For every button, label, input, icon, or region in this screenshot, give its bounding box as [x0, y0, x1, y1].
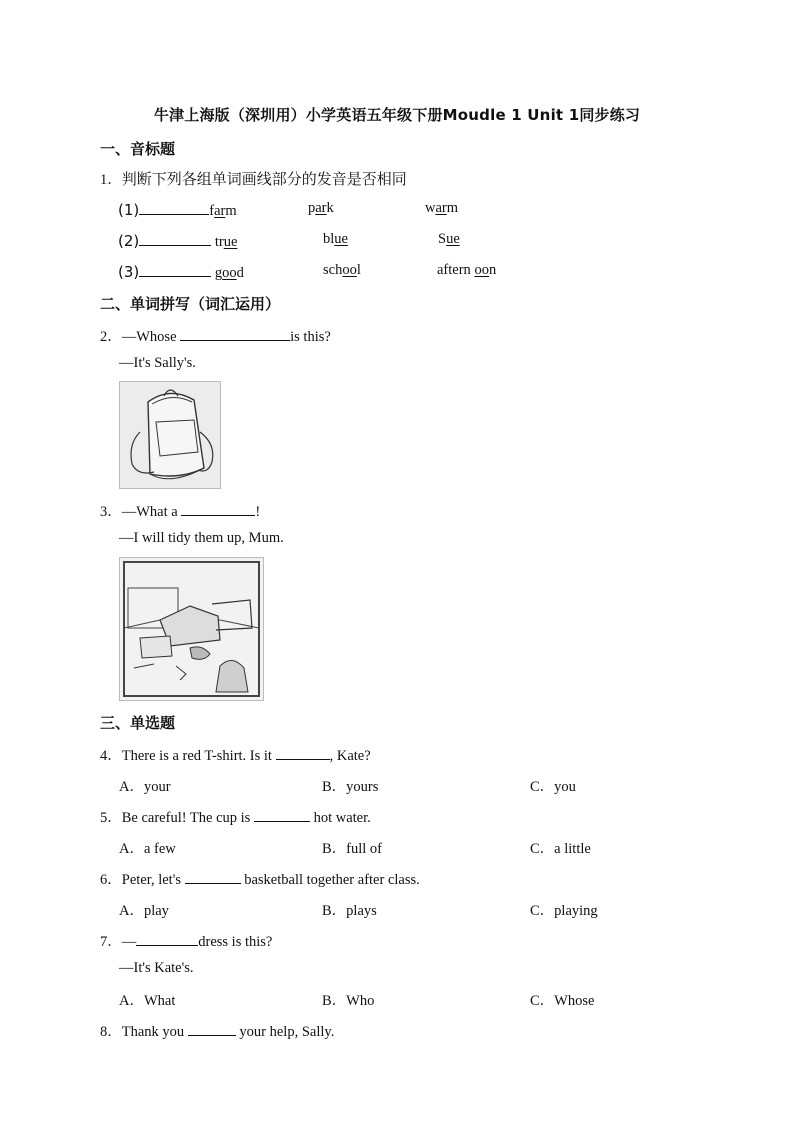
q7-option-c[interactable]: C．Whose: [530, 993, 595, 1009]
q4-option-b[interactable]: B．yours: [322, 779, 379, 795]
q7-answer-line: —It's Kate's.: [119, 960, 194, 976]
q6-option-c[interactable]: C．playing: [530, 903, 598, 919]
question-number: 3．: [100, 504, 122, 520]
question-2: 2．—Whose is this?: [100, 325, 331, 346]
backpack-image: [119, 381, 221, 489]
answer-blank[interactable]: [185, 869, 241, 884]
page-title: 牛津上海版（深圳用）小学英语五年级下册Moudle 1 Unit 1同步练习: [153, 106, 641, 124]
q1-row-2: [118, 231, 237, 251]
question-number: 2．: [100, 329, 122, 345]
question-3: 3．—What a !: [100, 500, 260, 521]
answer-blank[interactable]: [254, 807, 310, 822]
answer-blank[interactable]: [276, 745, 330, 760]
answer-blank[interactable]: [139, 262, 211, 277]
row-label: (2): [118, 232, 140, 250]
q1-row-3-word-3: aftern oon: [437, 262, 497, 278]
q1-row-1-word-3: warm: [425, 200, 459, 216]
q4-option-a[interactable]: A．your: [119, 779, 171, 795]
q1-row-2-word-3: Sue: [438, 231, 460, 247]
q1-row-3: [118, 262, 244, 282]
question-number: 1．: [100, 172, 122, 188]
word-1: farm: [209, 203, 237, 219]
section-heading-multiple-choice: 三、单选题: [100, 714, 176, 732]
section-heading-spelling: 二、单词拼写（词汇运用）: [100, 295, 281, 313]
question-8: 8．Thank you your help, Sally.: [100, 1020, 334, 1041]
question-1: [100, 168, 407, 189]
word-1: good: [214, 265, 244, 281]
word-1: true: [214, 234, 238, 250]
q3-answer-line: —I will tidy them up, Mum.: [119, 530, 284, 546]
q4-option-c[interactable]: C．you: [530, 779, 576, 795]
backpack-icon: [120, 382, 220, 488]
q6-option-b[interactable]: B．plays: [322, 903, 377, 919]
q7-option-a[interactable]: A．What: [119, 993, 176, 1009]
q1-row-2-word-2: blue: [323, 231, 348, 247]
q7-option-b[interactable]: B．Who: [322, 993, 375, 1009]
section-heading-phonetics: 一、音标题: [100, 140, 176, 158]
answer-blank[interactable]: [139, 200, 209, 215]
q2-answer-line: —It's Sally's.: [119, 355, 196, 371]
question-6: 6．Peter, let's basketball together after class.: [100, 868, 420, 889]
q5-option-c[interactable]: C．a little: [530, 841, 591, 857]
question-5: 5．Be careful! The cup is hot water.: [100, 806, 371, 827]
q6-option-a[interactable]: A．play: [119, 903, 169, 919]
question-text: 判断下列各组单词画线部分的发音是否相同: [121, 170, 407, 188]
question-4: 4．There is a red T-shirt. Is it , Kate?: [100, 744, 371, 765]
row-label: (3): [118, 263, 140, 281]
q1-row-1: [118, 200, 237, 220]
messy-room-image: [119, 557, 264, 701]
messy-room-icon: [120, 558, 263, 700]
q5-option-a[interactable]: A．a few: [119, 841, 176, 857]
answer-blank[interactable]: [136, 931, 198, 946]
question-7: 7．— dress is this?: [100, 930, 272, 951]
answer-blank[interactable]: [188, 1021, 236, 1036]
q5-option-b[interactable]: B．full of: [322, 841, 383, 857]
q1-row-3-word-2: school: [323, 262, 361, 278]
answer-blank[interactable]: [180, 326, 290, 341]
row-label: (1): [118, 201, 140, 219]
answer-blank[interactable]: [181, 501, 255, 516]
answer-blank[interactable]: [139, 231, 211, 246]
q1-row-1-word-2: park: [308, 200, 334, 216]
